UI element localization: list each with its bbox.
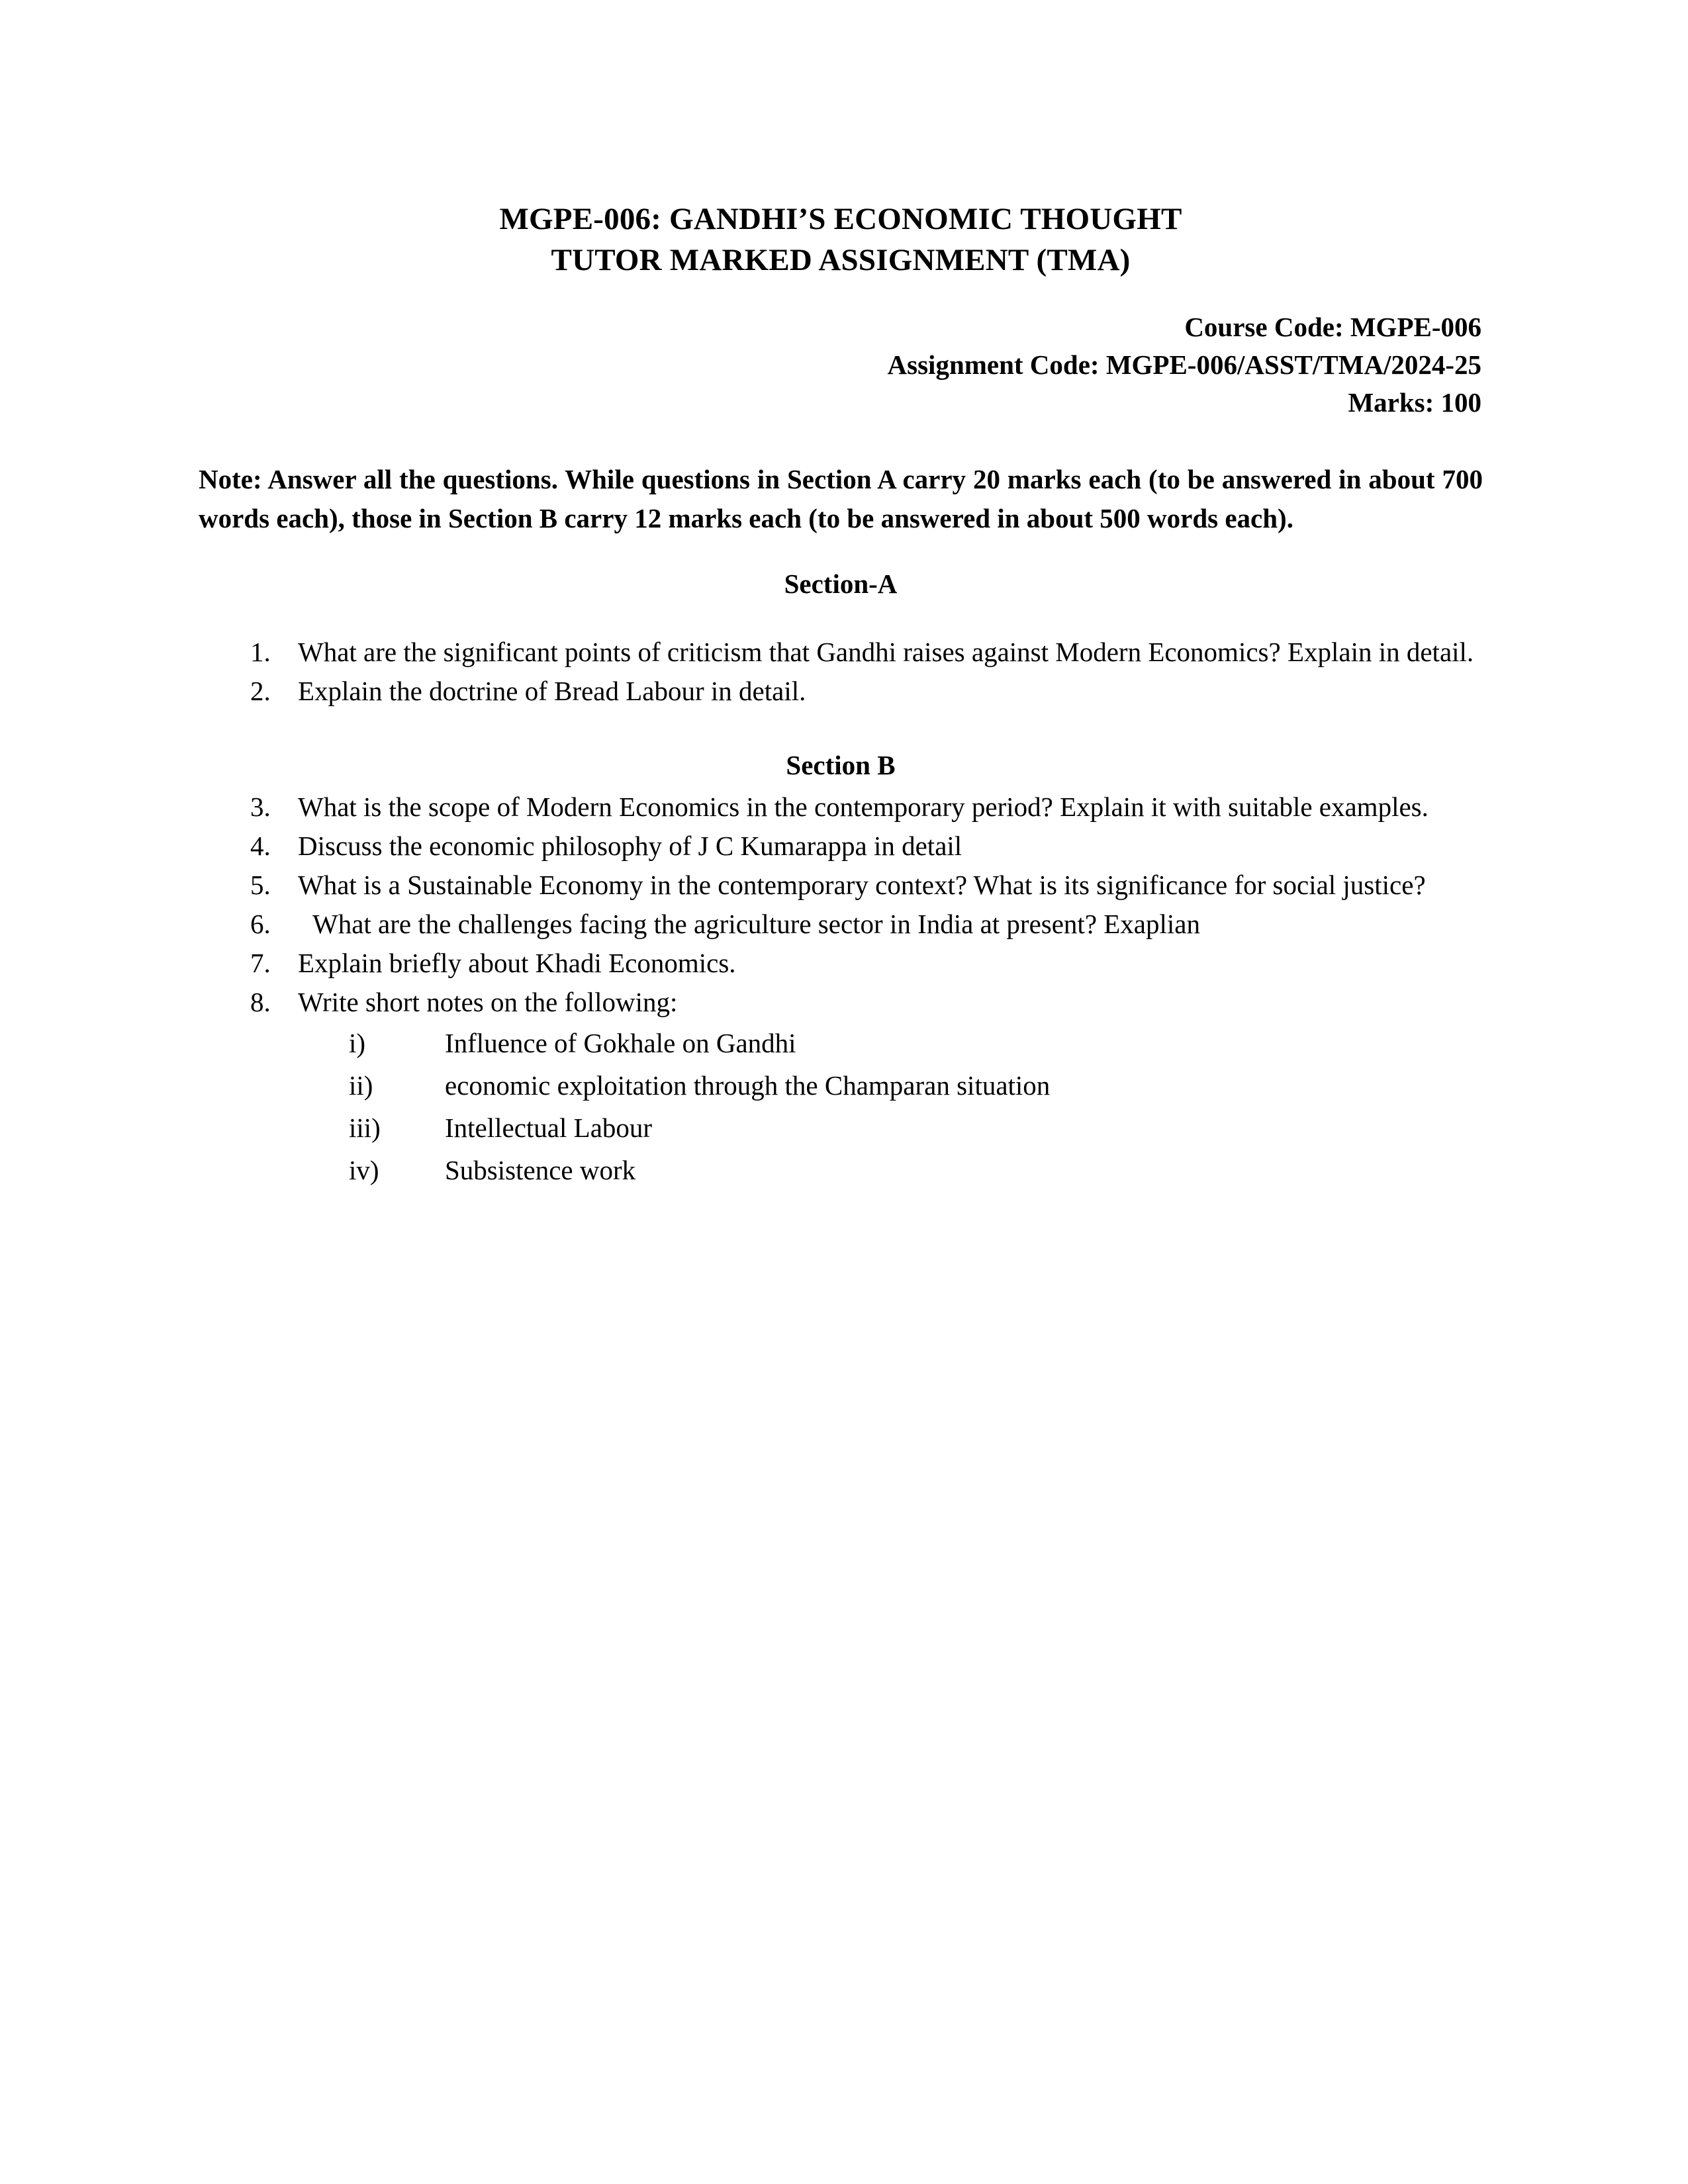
subitem-number: ii): [349, 1070, 373, 1101]
subitem: [199, 1064, 1483, 1107]
question-item: [199, 633, 1483, 672]
question-item: [199, 905, 1483, 944]
page-title-line-1: MGPE-006: GANDHI’S ECONOMIC THOUGHT: [499, 202, 1182, 236]
section-a-heading: Section-A: [784, 569, 898, 599]
subitem: [199, 1107, 1483, 1149]
subitem-text: Intellectual Labour: [445, 1113, 653, 1143]
question-number: 1.: [250, 637, 271, 667]
question-number: 2.: [250, 676, 271, 706]
question-number: 4.: [250, 831, 271, 861]
question-number: 6.: [250, 909, 271, 939]
section-b-question-list: [199, 788, 1483, 1022]
question-text: What are the challenges facing the agriculture sector in India at present? Exaplian: [312, 909, 1200, 939]
question-item: [199, 866, 1483, 905]
course-code: Course Code: MGPE-006: [1184, 312, 1481, 342]
question-number: 8.: [250, 987, 271, 1017]
question-text: Discuss the economic philosophy of J C Kumarappa in detail: [298, 831, 962, 861]
page-title-line-2: TUTOR MARKED ASSIGNMENT (TMA): [551, 243, 1131, 277]
question-text: Explain the doctrine of Bread Labour in detail.: [298, 676, 806, 706]
question-item: [199, 672, 1483, 711]
section-b-heading: Section B: [786, 750, 896, 780]
subitem-number: i): [349, 1028, 366, 1058]
total-marks: Marks: 100: [1348, 387, 1481, 418]
page-title: [199, 199, 1483, 281]
question-number: 5.: [250, 870, 271, 900]
subitem-text: Influence of Gokhale on Gandhi: [445, 1028, 796, 1058]
short-notes-subitem-list: [199, 1022, 1483, 1191]
assignment-code: Assignment Code: MGPE-006/ASST/TMA/2024-25: [887, 349, 1481, 380]
question-text: Explain briefly about Khadi Economics.: [298, 948, 736, 978]
instructions-note: Note: Answer all the questions. While questions in Section A carry 20 marks each (to be answered in about 700 words each), those in Section B carry 12 marks each (to be answered in about 500 words each).: [199, 464, 1483, 533]
subitem: [199, 1022, 1483, 1064]
question-text: What is a Sustainable Economy in the contemporary context? What is its significance for social justice?: [298, 870, 1426, 900]
question-item: [199, 983, 1483, 1022]
subitem-text: Subsistence work: [445, 1155, 636, 1185]
question-text: What is the scope of Modern Economics in the contemporary period? Explain it with suitable examples.: [298, 792, 1429, 822]
section-a-question-list: [199, 633, 1483, 711]
subitem-text: economic exploitation through the Champaran situation: [445, 1070, 1051, 1101]
question-number: 7.: [250, 948, 271, 978]
subitem-number: iv): [349, 1155, 379, 1185]
question-text: What are the significant points of criticism that Gandhi raises against Modern Economics? Explain in detail.: [298, 637, 1474, 667]
question-item: [199, 788, 1483, 827]
subitem-number: iii): [349, 1113, 381, 1143]
assignment-meta: [199, 308, 1483, 422]
question-text: Write short notes on the following:: [298, 987, 678, 1017]
question-item: [199, 827, 1483, 866]
question-item: [199, 944, 1483, 983]
question-number: 3.: [250, 792, 271, 822]
subitem: [199, 1149, 1483, 1191]
